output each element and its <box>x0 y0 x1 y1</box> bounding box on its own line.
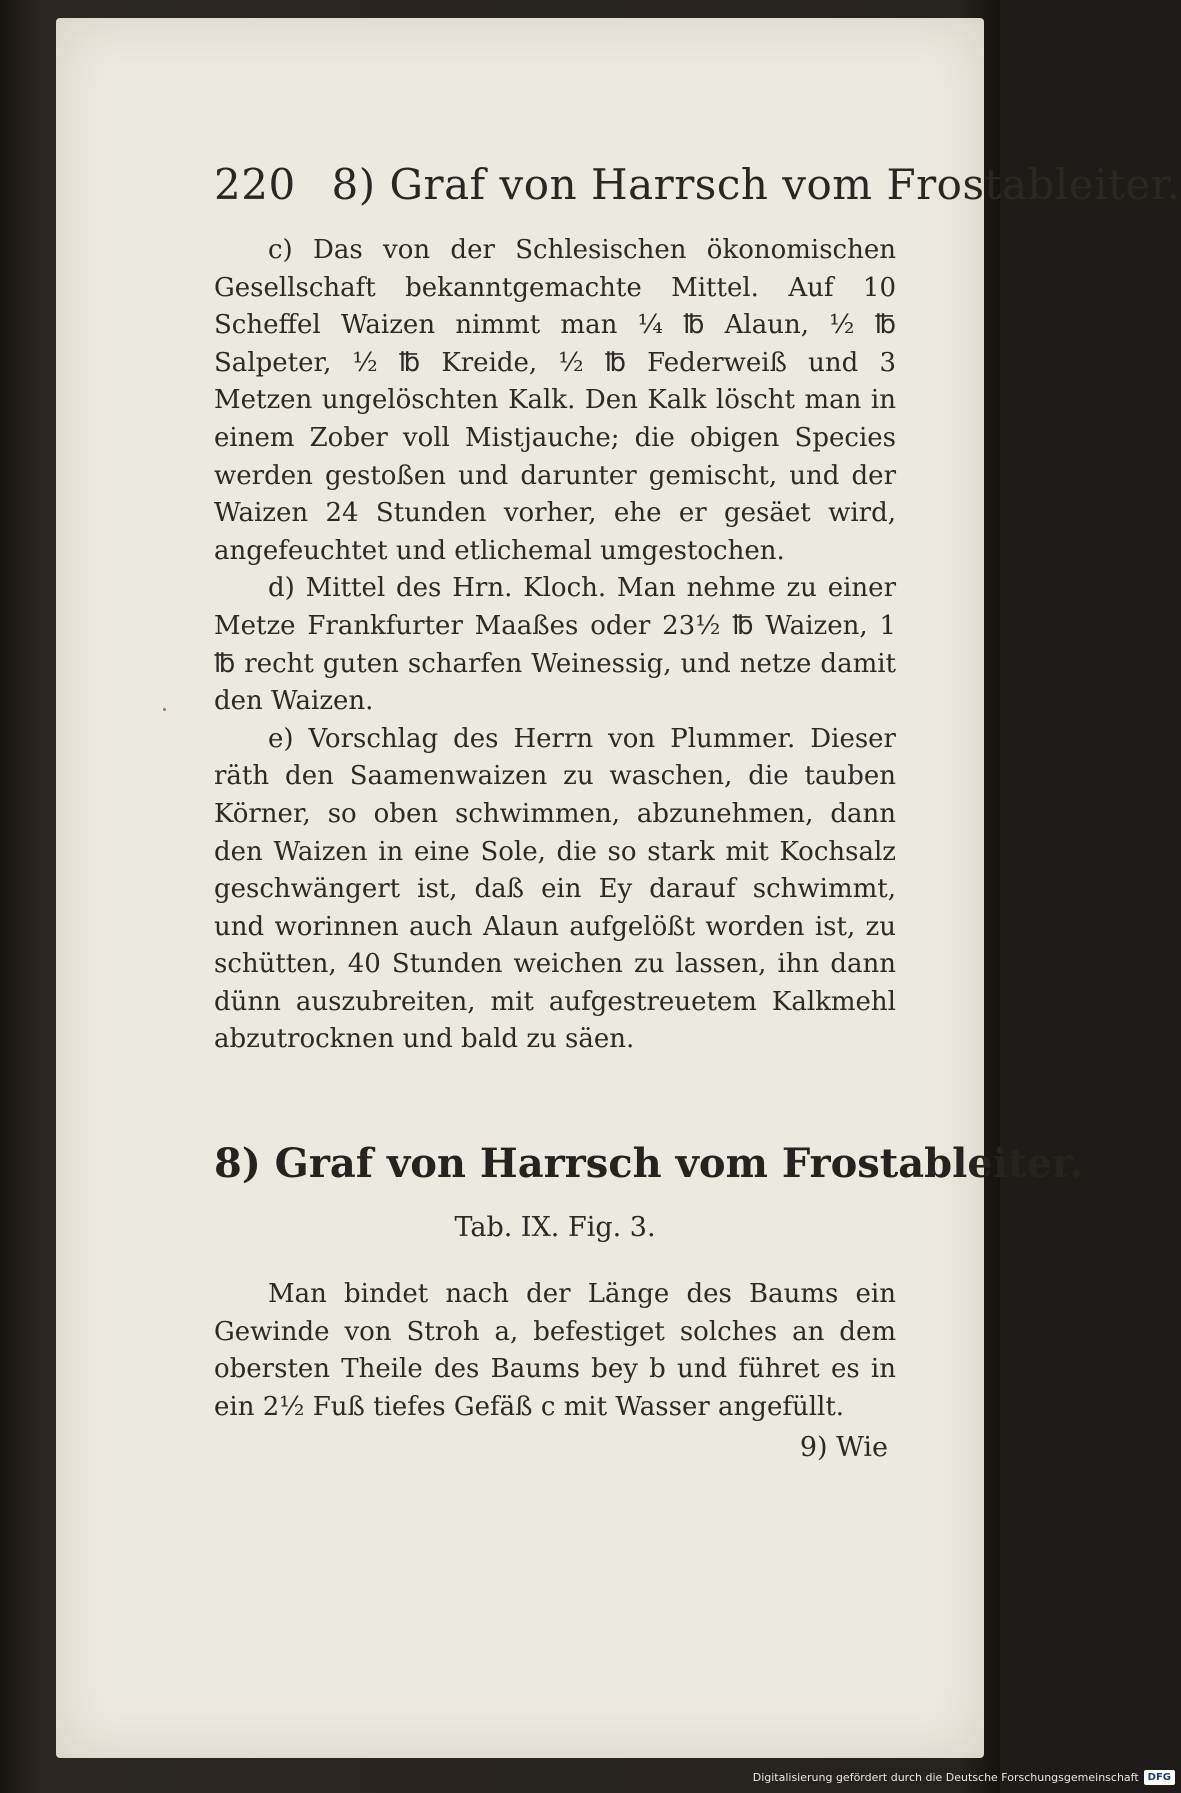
running-header <box>214 160 1181 209</box>
catchword: 9) Wie <box>799 1432 888 1463</box>
paragraph-d: d) Mittel des Hrn. Kloch. Man nehme zu einer Metze Frankfurter Maaßes oder 23½ ℔ Waizen, 1 ℔ recht guten scharfen Weinessig, und netze damit den Waizen. <box>214 573 896 717</box>
footer-credit: Digitalisierung gefördert durch die Deutsche Forschungsgemeinschaft <box>752 1771 1139 1784</box>
running-title: 8) Graf von Harrsch vom Frostableiter. <box>331 160 1181 209</box>
page-number: 220 <box>214 160 296 209</box>
main-text <box>214 232 896 1059</box>
digitization-footer <box>753 1770 1175 1785</box>
section-paragraph: Man bindet nach der Länge des Baums ein Gewinde von Stroh a, befestiget solches an dem obersten Theile des Baums bey b und führet es in ein 2½ Fuß tiefes Gefäß c mit Wasser angefüllt. <box>214 1279 896 1422</box>
paragraph-e: e) Vorschlag des Herrn von Plummer. Dieser räth den Saamenwaizen zu waschen, die tauben Körner, so oben schwimmen, abzunehmen, dann den Waizen in eine Sole, die so stark mit Kochsalz geschwängert ist, daß ein Ey darauf schwimmt, und worinnen auch Alaun aufgelößt worden ist, zu schütten, 40 Stunden weichen zu lassen, ihn dann dünn auszubreiten, mit aufgestreuetem Kalkmehl abzutrocknen und bald zu säen. <box>214 723 896 1055</box>
section-text <box>214 1276 896 1426</box>
figure-reference: Tab. IX. Fig. 3. <box>454 1212 656 1243</box>
section-title: 8) Graf von Harrsch vom Frostableiter. <box>214 1140 1084 1187</box>
dfg-logo-icon: DFG <box>1144 1770 1175 1785</box>
paragraph-c: c) Das von der Schlesischen ökonomischen Gesellschaft bekanntgemachte Mittel. Auf 10 Scheffel Waizen nimmt man ¼ ℔ Alaun, ½ ℔ Salpeter, ½ ℔ Kreide, ½ ℔ Federweiß und 3 Metzen ungelöschten Kalk. Den Kalk löscht man in einem Zober voll Mistjauche; die obigen Species werden gestoßen und darunter gemischt, und der Waizen 24 Stunden vorher, ehe er gesäet wird, angefeuchtet und etlichemal umgestochen. <box>214 235 896 566</box>
